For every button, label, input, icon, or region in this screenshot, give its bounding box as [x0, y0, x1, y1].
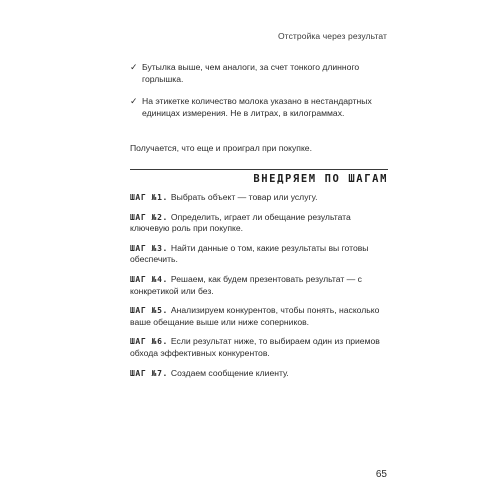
step-item — [130, 243, 388, 266]
running-header: Отстройка через результат — [277, 31, 387, 41]
step-item — [130, 192, 388, 204]
checkmark-icon: ✓ — [130, 62, 138, 72]
step-text: Определить, играет ли обещание результата ключевую роль при покупке. — [130, 211, 351, 234]
step-item — [130, 274, 388, 297]
checklist — [130, 62, 388, 130]
step-text: Если результат ниже, то выбираем один из приемов обхода эффективных конкурентов. — [130, 336, 380, 358]
step-label: ШАГ №2. — [130, 212, 168, 222]
step-text: Найти данные о том, какие результаты вы готовы обеспечить. — [130, 242, 369, 265]
step-text: Выбрать объект — товар или услугу. — [170, 192, 318, 202]
checklist-item — [130, 96, 388, 119]
checkmark-icon: ✓ — [130, 96, 138, 107]
step-item — [130, 212, 388, 235]
step-text: Анализируем конкурентов, чтобы понять, насколько ваше обещание выше или ниже соперников. — [130, 305, 380, 327]
checklist-item-text: Бутылка выше, чем аналоги, за счет тонкого длинного горлышка. — [142, 62, 360, 84]
step-item — [130, 305, 388, 328]
summary-paragraph: Получается, что еще и проиграл при покупке. — [130, 143, 312, 153]
steps-list — [130, 192, 388, 387]
step-label: ШАГ №3. — [130, 243, 168, 253]
checklist-item-text: На этикетке количество молока указано в нестандартных единицах измерения. Не в литрах, в килограммах. — [142, 96, 372, 118]
checklist-item — [130, 62, 388, 85]
section-title: ВНЕДРЯЕМ ПО ШАГАМ — [253, 173, 388, 185]
step-label: ШАГ №4. — [130, 274, 168, 284]
step-label: ШАГ №5. — [130, 306, 168, 316]
step-label: ШАГ №1. — [130, 193, 168, 202]
section-divider — [130, 169, 388, 170]
step-item — [130, 368, 388, 380]
step-text: Создаем сообщение клиенту. — [170, 367, 289, 378]
step-label: ШАГ №7. — [130, 368, 168, 378]
step-item — [130, 336, 388, 359]
page-number: 65 — [375, 469, 387, 480]
step-text: Решаем, как будем презентовать результат — с конкретикой или без. — [130, 273, 362, 296]
step-label: ШАГ №6. — [130, 337, 168, 347]
